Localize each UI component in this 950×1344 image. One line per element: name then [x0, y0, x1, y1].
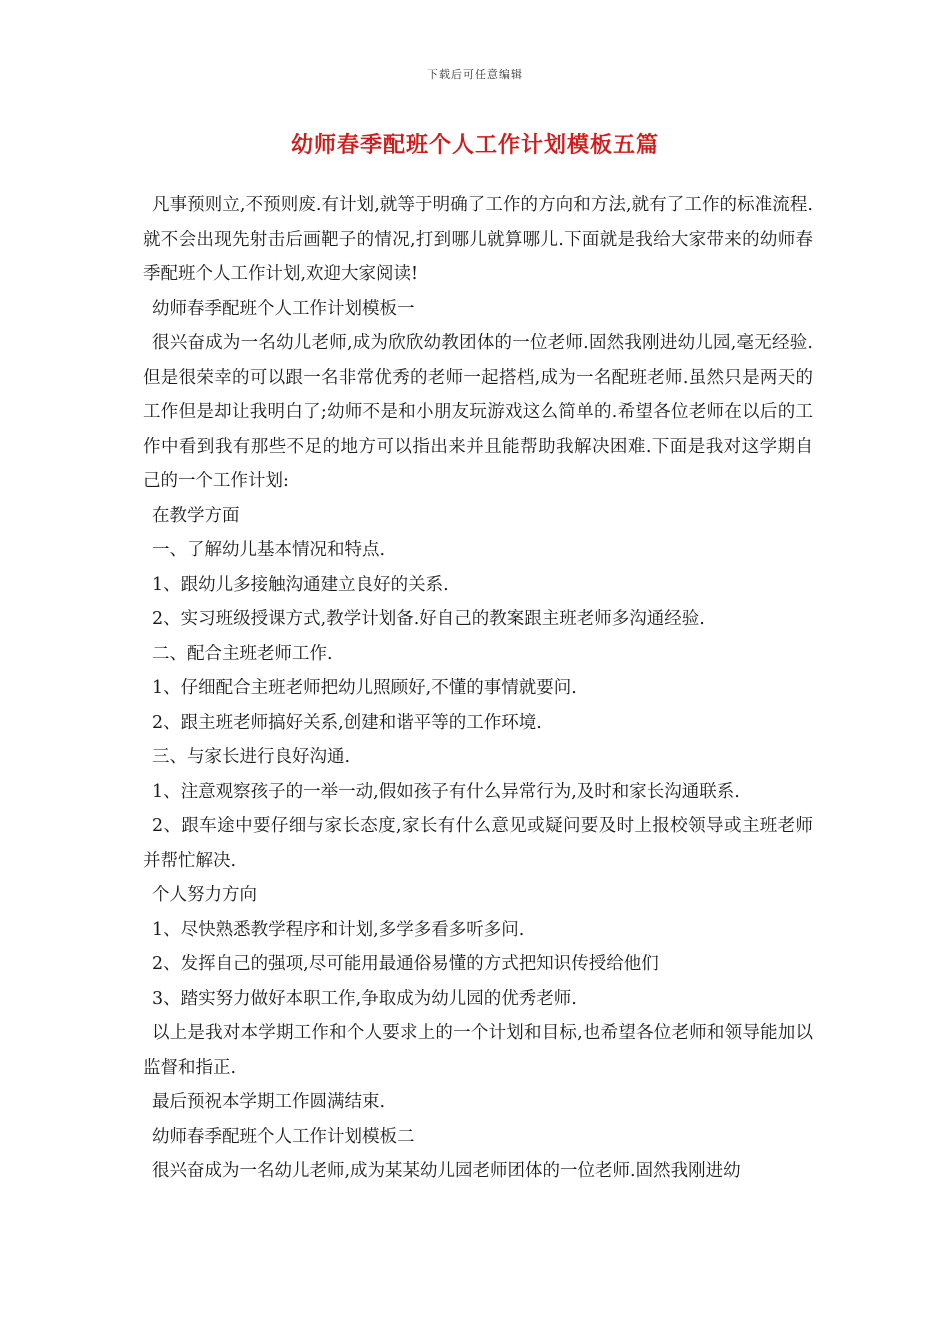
list-item: 1、跟幼儿多接触沟通建立良好的关系.	[152, 574, 449, 595]
list-item: 2、发挥自己的强项,尽可能用最通俗易懂的方式把知识传授给他们	[152, 954, 659, 974]
subheading-personal-effort: 个人努力方向	[152, 885, 257, 905]
list-item: 1、注意观察孩子的一举一动,假如孩子有什么异常行为,及时和家长沟通联系.	[152, 781, 740, 802]
list-item: 3、踏实努力做好本职工作,争取成为幼儿园的优秀老师.	[152, 988, 577, 1009]
list-item: 2、实习班级授课方式,教学计划备.好自己的教案跟主班老师多沟通经验.	[152, 609, 705, 629]
list-heading-one: 一、了解幼儿基本情况和特点.	[152, 540, 386, 560]
section-heading-template-one: 幼师春季配班个人工作计划模板一	[152, 298, 415, 319]
list-item: 1、仔细配合主班老师把幼儿照顾好,不懂的事情就要问.	[152, 678, 577, 698]
list-item: 1、尽快熟悉教学程序和计划,多学多看多听多问.	[152, 919, 525, 940]
list-item: 2、跟主班老师搞好关系,创建和谐平等的工作环境.	[152, 712, 542, 733]
section-heading-template-two: 幼师春季配班个人工作计划模板二	[152, 1126, 415, 1147]
paragraph-closing: 最后预祝本学期工作圆满结束.	[152, 1092, 386, 1112]
list-heading-three: 三、与家长进行良好沟通.	[152, 747, 351, 767]
paragraph-opening: 很兴奋成为一名幼儿老师,成为欣欣幼教团体的一位老师.固然我刚进幼儿园,毫无经验.但是很荣幸的可以跟一名非常优秀的老师一起搭档,成为一名配班老师.虽然只是两天的工作但是却让我明白了;幼师不是和小朋友玩游戏这么简单的.希望各位老师在以后的工作中看到我有那些不足的地方可以指出来并且能帮助我解决困难.下面是我对这学期自己的一个工作计划:	[143, 333, 813, 491]
paragraph-summary: 以上是我对本学期工作和个人要求上的一个计划和目标,也希望各位老师和领导能加以监督和指正.	[143, 1023, 813, 1078]
document-title: 幼师春季配班个人工作计划模板五篇	[290, 132, 659, 158]
paragraph-opening-two: 很兴奋成为一名幼儿老师,成为某某幼儿园老师团体的一位老师.固然我刚进幼	[152, 1161, 741, 1181]
header-note: 下载后可任意编辑	[427, 68, 523, 81]
subheading-teaching: 在教学方面	[152, 505, 240, 526]
list-heading-two: 二、配合主班老师工作.	[152, 643, 333, 664]
paragraph-intro: 凡事预则立,不预则废.有计划,就等于明确了工作的方向和方法,就有了工作的标准流程.就不会出现先射击后画靶子的情况,打到哪儿就算哪儿.下面就是我给大家带来的幼师春季配班个人工作计划,欢迎大家阅读!	[143, 195, 813, 284]
document-body	[143, 188, 813, 1189]
list-item: 2、跟车途中要仔细与家长态度,家长有什么意见或疑问要及时上报校领导或主班老师并帮忙解决.	[143, 816, 813, 871]
